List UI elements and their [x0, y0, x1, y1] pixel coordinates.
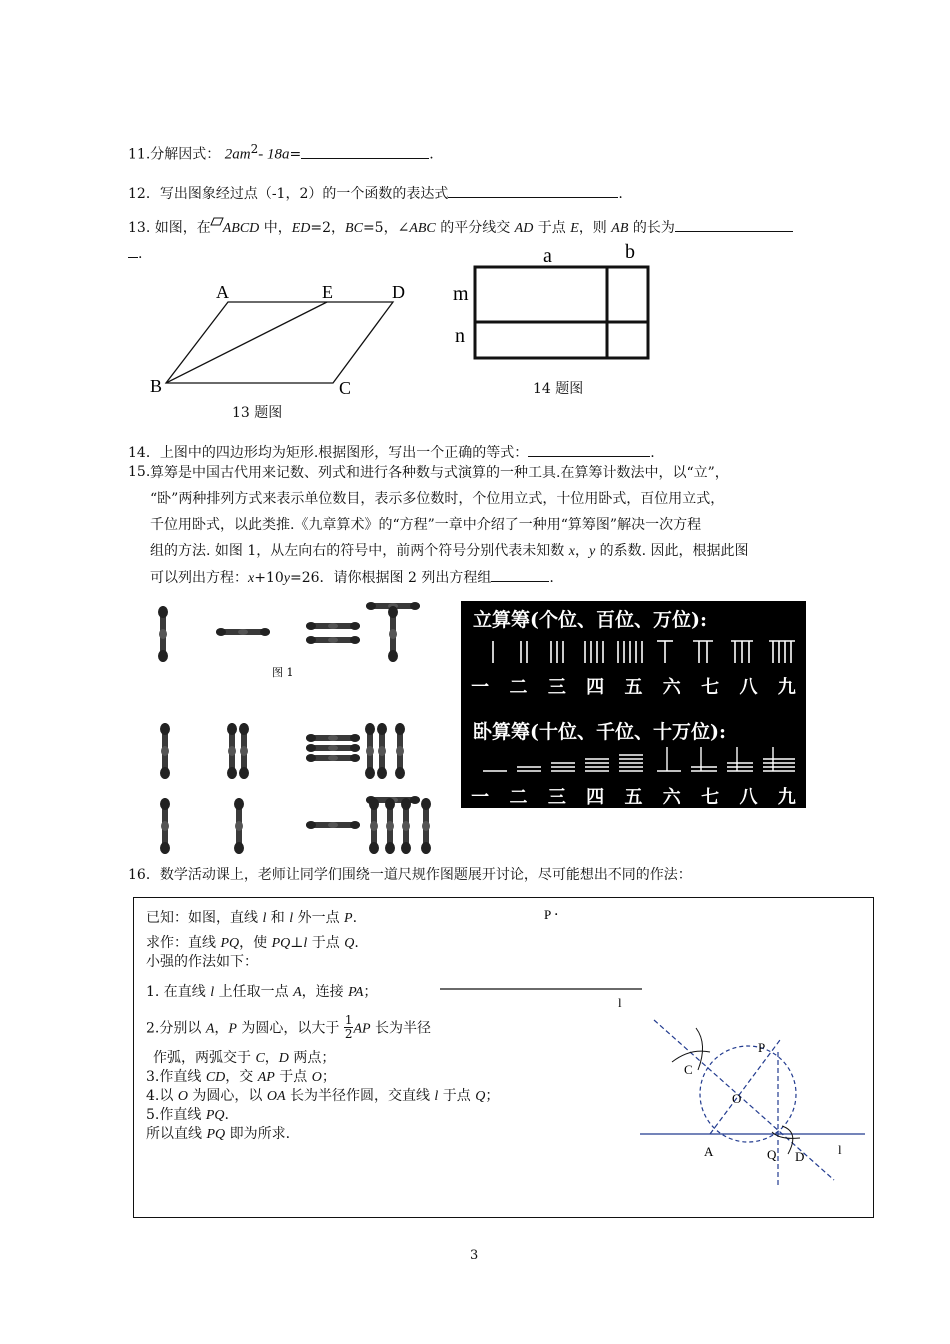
label-p: P	[758, 1040, 766, 1055]
vertical-rods-row	[461, 637, 806, 677]
question-16: 16．数学活动课上，老师让同学们围绕一道尺规作图题展开讨论，尽可能想出不同的作法：	[128, 867, 692, 883]
label-q: Q	[767, 1147, 777, 1162]
box-step-2: 2.分别以 A，P 为圆心，以大于 $\frac{1}{2}$ AP 长为半径	[146, 1013, 432, 1041]
label-a: a	[543, 245, 552, 267]
label-p: P	[544, 907, 552, 922]
label-d: D	[392, 282, 405, 302]
question-14: 14．上图中的四边形均为矩形.根据图形，写出一个正确的等式： .	[128, 442, 655, 462]
numerals-row-2: 一 二 三 四 五 六 七 八 九	[471, 787, 796, 808]
figure-13-caption: 13 题图	[232, 405, 283, 421]
line-cd	[654, 1020, 834, 1180]
label-l: l	[618, 995, 622, 1010]
fraction-one-half: $\frac{1}{2}$	[344, 1013, 353, 1041]
figure-1-label: 图 1	[272, 666, 294, 679]
label-c: C	[339, 378, 352, 398]
outer-rectangle	[475, 267, 648, 358]
box-method-title: 小强的作法如下：	[146, 954, 258, 970]
label-b: b	[625, 241, 635, 263]
point-p-dot: ·	[554, 907, 559, 923]
answer-blank	[128, 243, 138, 258]
question-12: 12．写出图象经过点（-1，2）的一个函数的表达式 .	[128, 183, 623, 203]
vertical-rods-title: 立算筹(个位、百位、万位):	[473, 609, 707, 631]
answer-blank	[491, 567, 549, 582]
box-step-2-cont: 作弧，两弧交于 C，D 两点；	[153, 1050, 336, 1066]
given-figure	[430, 905, 670, 1015]
answer-blank	[448, 183, 618, 198]
question-15-number: 15.	[128, 464, 151, 480]
label-e: E	[322, 282, 333, 302]
question-15: 算筹是中国古代用来记数、列式和进行各种数与式演算的一种工具.在算筹计数法中，以“立”， “卧”两种排列方式来表示单位数目，表示多位数时，个位用立式，十位用卧式，百位用立式， 千位用卧式，以此类推.《九章算术》的“方程”一章中介绍了一种用“算筹图”解决一次方程 组的方法. 如图 1，从左向右的符号中，前两个符号分别代表未知数 x，y 的系数. 因此，根据此图 可以列出方程：x+10y=26．请你根据图 2 列出方程组 .	[150, 465, 749, 586]
rod-vertical	[158, 606, 168, 662]
rod-horizontal	[216, 628, 270, 636]
counting-rods-table	[461, 601, 806, 808]
question-11: 11.分解因式： $2am^2-$ 18a= .	[128, 142, 434, 163]
label-b: B	[150, 376, 163, 396]
parallelogram-abcd	[166, 302, 393, 383]
label-n: n	[455, 325, 465, 347]
answer-blank	[301, 144, 429, 159]
figure-13-parallelogram	[140, 282, 405, 422]
question-13: 13. 如图，在 ABCD 中，ED=2，BC=5，∠ABC 的平分线交 AD 于点 E，则 AB 的长为	[128, 217, 793, 237]
label-a: A	[704, 1144, 714, 1159]
box-construct: 求作：直线 PQ，使 PQ⊥l 于点 Q.	[146, 935, 359, 951]
label-d: D	[795, 1149, 805, 1164]
horizontal-rods-row	[461, 743, 806, 783]
page-number: 3	[470, 1248, 479, 1263]
parallelogram-icon	[211, 214, 223, 222]
label-o: O	[732, 1091, 742, 1106]
bisector-be	[166, 302, 327, 383]
box-given: 已知：如图，直线 l 和 l 外一点 P.	[146, 910, 358, 926]
box-step-3: 3.作直线 CD，交 AP 于点 O；	[146, 1069, 336, 1085]
horizontal-rods-title: 卧算筹(十位、千位、十万位):	[473, 721, 726, 743]
answer-blank	[528, 442, 650, 457]
figure-14-caption: 14 题图	[533, 381, 584, 397]
construction-figure	[640, 1008, 870, 1198]
label-c: C	[684, 1062, 693, 1077]
box-step-4: 4.以 O 为圆心，以 OA 长为半径作圆，交直线 l 于点 Q；	[146, 1088, 500, 1104]
label-m: m	[453, 283, 469, 305]
box-step-1: 1. 在直线 l 上任取一点 A，连接 PA；	[146, 984, 378, 1000]
box-conclusion: 所以直线 PQ 即为所求.	[146, 1126, 291, 1142]
figure-14-rectangles	[445, 242, 675, 372]
circle-o	[700, 1046, 796, 1142]
box-step-5: 5.作直线 PQ.	[146, 1107, 229, 1123]
arc-d	[782, 1126, 793, 1154]
counting-rod-figures	[148, 598, 448, 853]
numerals-row-1: 一 二 三 四 五 六 七 八 九	[471, 677, 796, 698]
label-l: l	[838, 1142, 842, 1157]
answer-blank	[675, 217, 793, 232]
arc-c	[672, 1051, 710, 1062]
label-a: A	[216, 282, 229, 302]
